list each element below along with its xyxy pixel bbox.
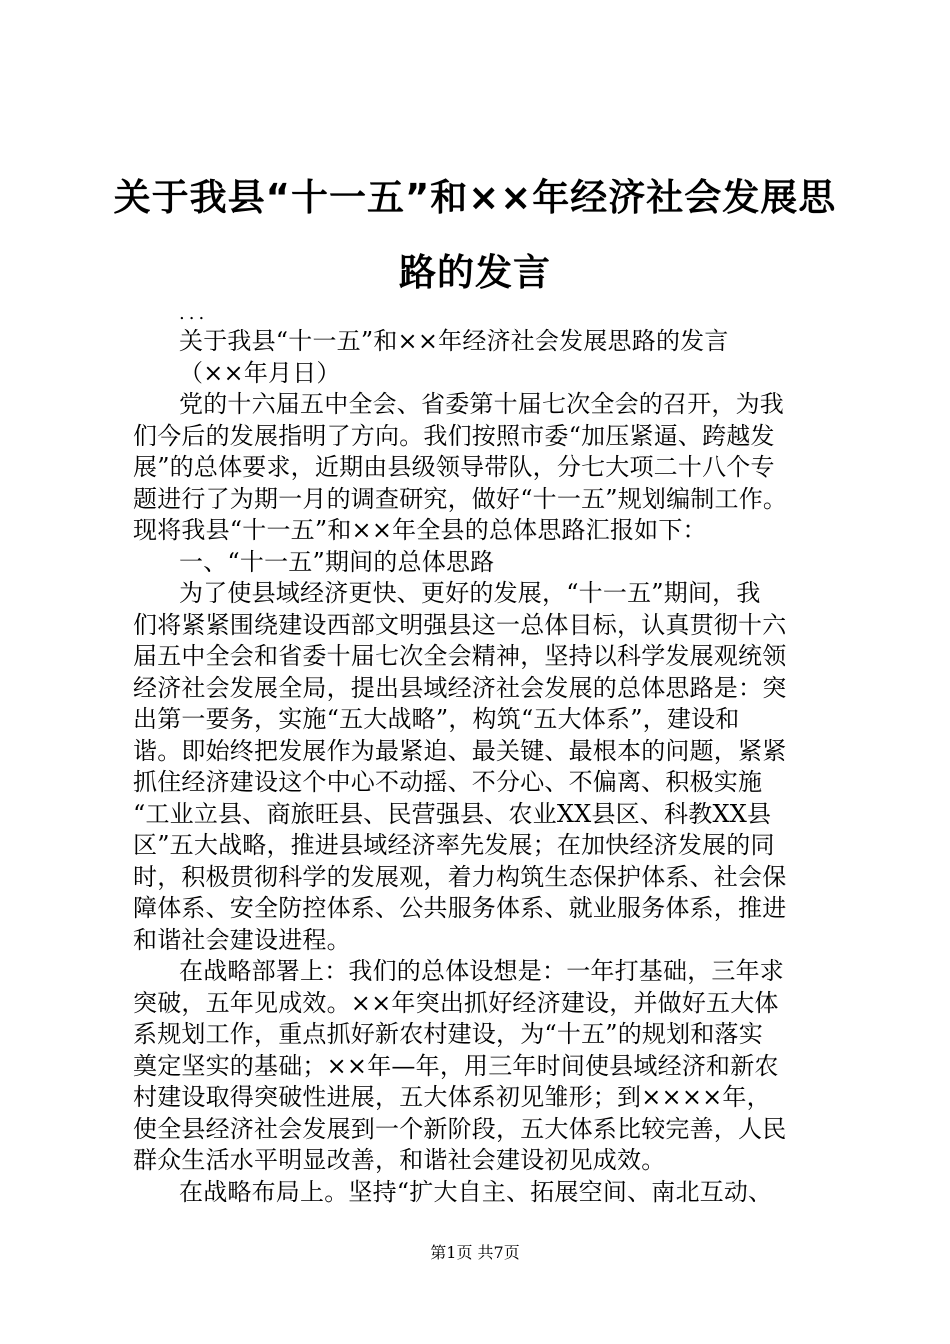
body-line: 在战略布局上。坚持“扩大自主、拓展空间、南北互动、 xyxy=(179,1177,773,1206)
body-line: “工业立县、商旅旺县、民营强县、农业XX县区、科教XX县 xyxy=(133,799,772,828)
document-body xyxy=(133,302,833,1208)
body-line: 奠定坚实的基础；××年—年，用三年时间使县域经济和新农 xyxy=(133,1051,779,1080)
body-line: 区”五大战略，推进县域经济率先发展；在加快经济发展的同 xyxy=(133,831,775,859)
body-line: 届五中全会和省委十届七次全会精神，坚持以科学发展观统领 xyxy=(133,642,787,670)
title-line-2: 路的发言 xyxy=(399,251,551,294)
body-line: 们今后的发展指明了方向。我们按照市委“加压紧逼、跨越发 xyxy=(133,421,775,450)
section-heading: 一、“十一五”期间的总体思路 xyxy=(179,547,495,576)
body-line: （××年月日） xyxy=(179,358,341,387)
body-line: 和谐社会建设进程。 xyxy=(133,925,351,954)
body-line: 谐。即始终把发展作为最紧迫、最关键、最根本的问题，紧紧 xyxy=(133,736,787,765)
body-line: 使全县经济社会发展到一个新阶段，五大体系比较完善，人民 xyxy=(133,1114,787,1143)
body-line: 在战略部署上：我们的总体设想是：一年打基础，三年求 xyxy=(179,957,784,985)
body-line: 展”的总体要求，近期由县级领导带队，分七大项二十八个专 xyxy=(133,453,775,481)
body-line: 关于我县“十一五”和××年经济社会发展思路的发言 xyxy=(179,327,729,355)
body-line: 时，积极贯彻科学的发展观，着力构筑生态保护体系、社会保 xyxy=(133,862,787,891)
document-title xyxy=(110,160,840,310)
body-line: 障体系、安全防控体系、公共服务体系、就业服务体系，推进 xyxy=(133,894,787,922)
body-line: 突破，五年见成效。××年突出抓好经济建设，并做好五大体 xyxy=(133,988,779,1017)
page-number: 第1页 共7页 xyxy=(430,1243,520,1262)
body-line: 系规划工作，重点抓好新农村建设，为“十五”的规划和落实 xyxy=(133,1020,763,1048)
body-line: 题进行了为期一月的调查研究，做好“十一五”规划编制工作。 xyxy=(133,484,788,513)
body-line: 村建设取得突破性进展，五大体系初见雏形；到××××年， xyxy=(133,1083,771,1111)
body-line: 抓住经济建设这个中心不动摇、不分心、不偏离、积极实施 xyxy=(133,768,763,796)
ellipsis-marker: ... xyxy=(179,303,209,324)
title-line-1: 关于我县“十一五”和××年经济社会发展思 xyxy=(113,176,837,219)
body-line: 现将我县“十一五”和××年全县的总体思路汇报如下： xyxy=(133,516,707,544)
body-line: 们将紧紧围绕建设西部文明强县这一总体目标，认真贯彻十六 xyxy=(133,610,787,639)
body-line: 党的十六届五中全会、省委第十届七次全会的召开，为我 xyxy=(179,390,784,418)
body-line: 经济社会发展全局，提出县域经济社会发展的总体思路是：突 xyxy=(133,673,787,702)
body-line: 群众生活水平明显改善，和谐社会建设初见成效。 xyxy=(133,1146,666,1174)
body-line: 出第一要务，实施“五大战略”，构筑“五大体系”，建设和 xyxy=(133,705,740,733)
body-line: 为了使县域经济更快、更好的发展，“十一五”期间，我 xyxy=(179,579,761,607)
page-footer xyxy=(0,1241,950,1265)
